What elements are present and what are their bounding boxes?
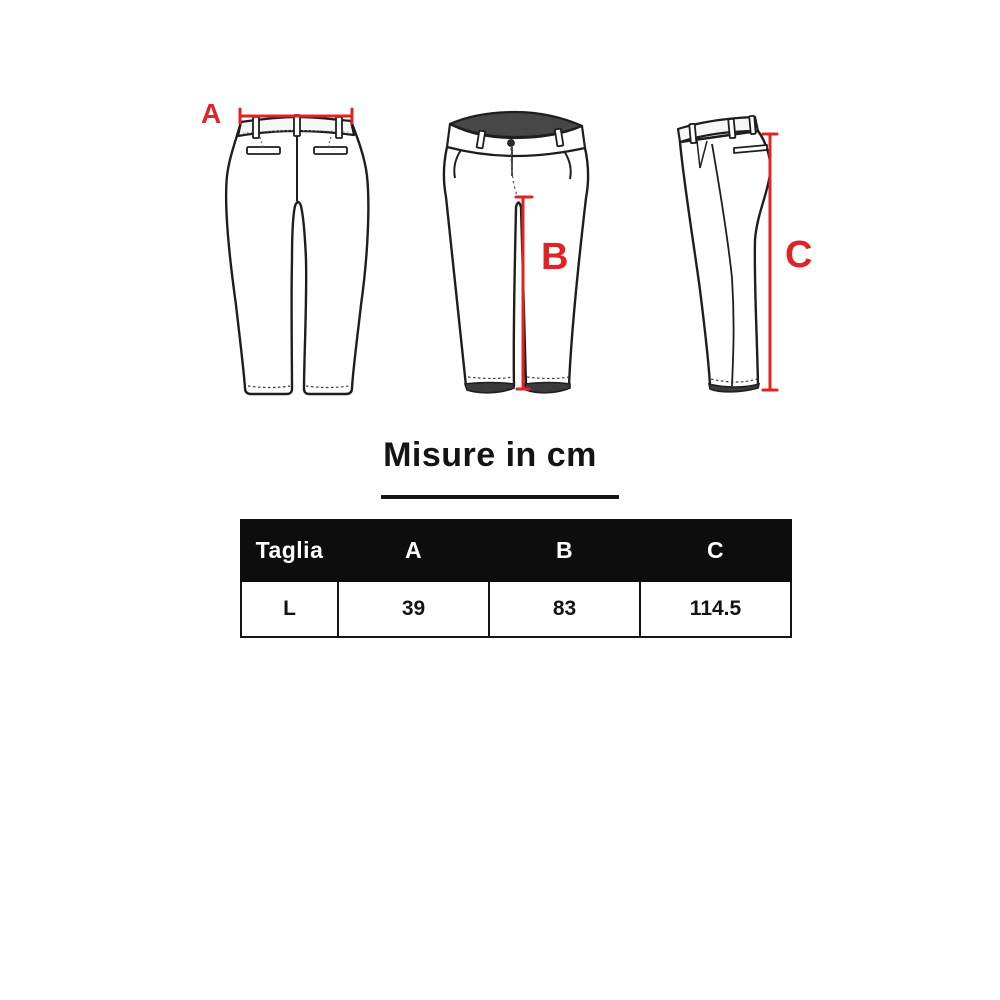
cell-size: L	[241, 581, 338, 637]
cell-measure-c: 114.5	[640, 581, 791, 637]
size-table	[240, 519, 792, 638]
size-table-header-row	[241, 520, 791, 581]
header-b: B	[489, 520, 640, 581]
measure-line-b	[516, 197, 532, 389]
title-underline	[381, 495, 619, 499]
front-hem-stitching	[468, 377, 569, 379]
waist-button	[508, 140, 515, 147]
cell-measure-a: 39	[338, 581, 489, 637]
cell-measure-b: 83	[489, 581, 640, 637]
size-table-row-L	[241, 581, 791, 637]
size-chart-title: Misure in cm	[383, 436, 597, 474]
measure-label-a: A	[201, 98, 222, 129]
header-c: C	[640, 520, 791, 581]
side-body	[680, 131, 770, 391]
pants-back-view-drawing	[185, 95, 390, 405]
measure-label-b: B	[541, 236, 569, 278]
header-a: A	[338, 520, 489, 581]
measure-label-c: C	[785, 234, 813, 276]
pants-front-view-drawing	[438, 106, 598, 400]
header-taglia: Taglia	[241, 520, 338, 581]
